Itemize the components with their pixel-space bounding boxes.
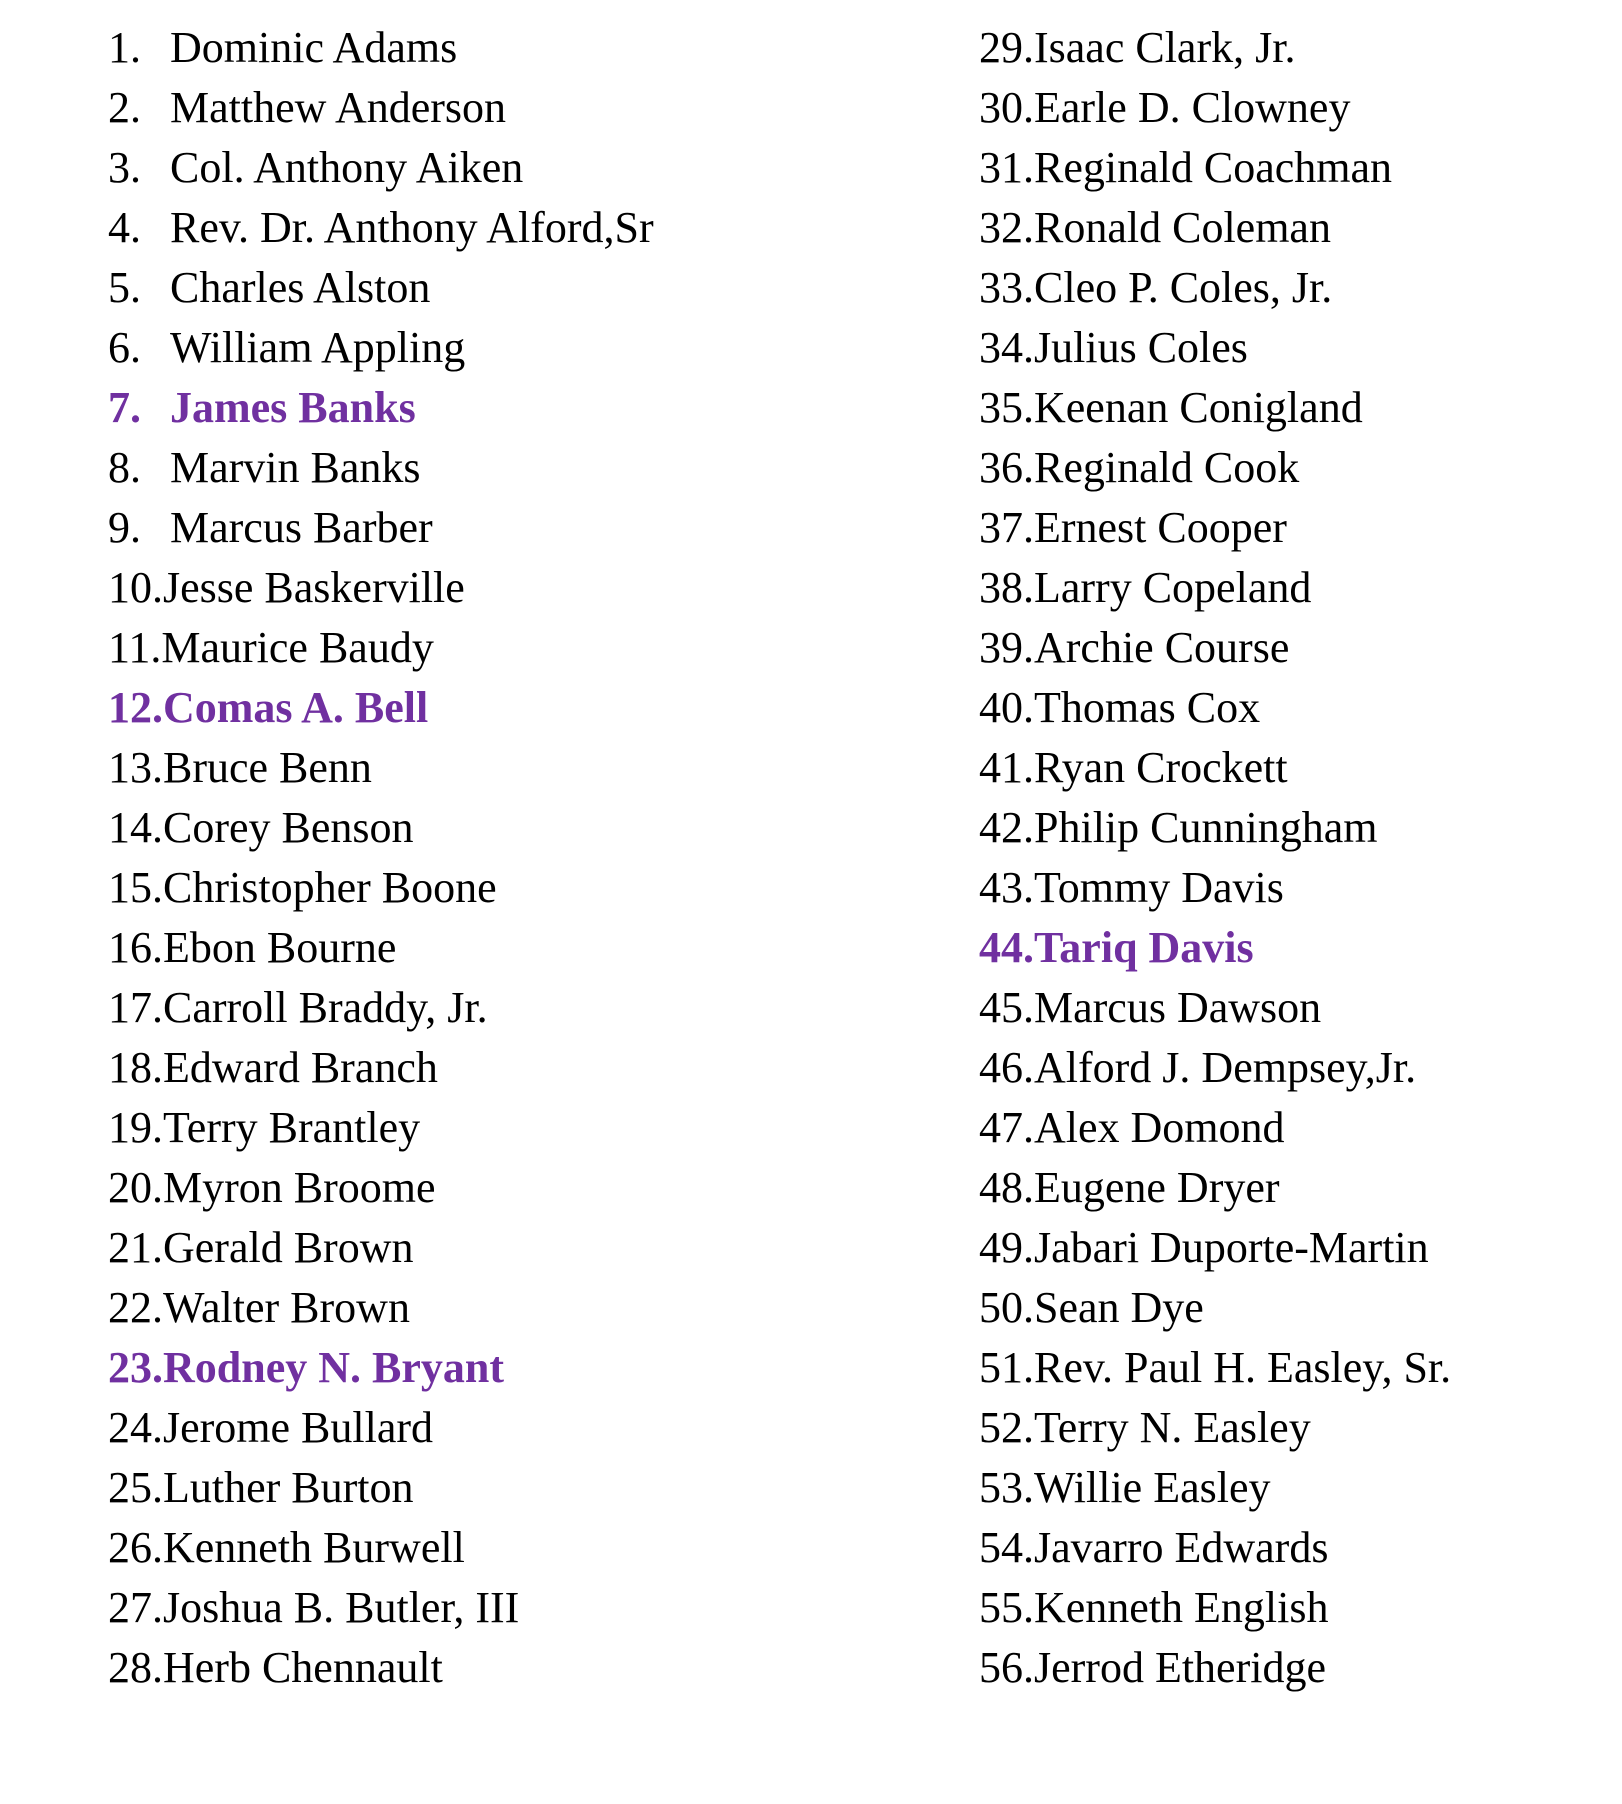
list-item	[108, 1038, 868, 1098]
list-item	[979, 798, 1599, 858]
list-item-name: Tariq Davis	[1034, 923, 1254, 972]
list-item	[108, 438, 868, 498]
list-item	[979, 1578, 1599, 1638]
list-item-number: 40.	[979, 683, 1034, 732]
list-item-number: 48.	[979, 1163, 1034, 1212]
list-item-number: 38.	[979, 563, 1034, 612]
list-item-number: 55.	[979, 1583, 1034, 1632]
list-item	[979, 78, 1599, 138]
list-item-number: 49.	[979, 1223, 1034, 1272]
list-item	[979, 258, 1599, 318]
list-item-number: 52.	[979, 1403, 1034, 1452]
list-item-name: Corey Benson	[163, 803, 414, 852]
list-item-name: Dominic Adams	[170, 23, 458, 72]
list-item-number: 31.	[979, 143, 1034, 192]
list-item-name: Isaac Clark, Jr.	[1034, 23, 1296, 72]
list-item-name: Carroll Braddy, Jr.	[163, 983, 488, 1032]
list-item	[979, 678, 1599, 738]
list-item-number: 8.	[108, 443, 141, 492]
list-item-number: 9.	[108, 503, 141, 552]
list-item-name: William Appling	[170, 323, 466, 372]
list-item-number: 41.	[979, 743, 1034, 792]
list-item-number: 29.	[979, 23, 1034, 72]
list-item	[108, 1218, 868, 1278]
list-item-number: 42.	[979, 803, 1034, 852]
list-item	[108, 1158, 868, 1218]
list-item	[979, 1638, 1599, 1698]
list-item	[979, 978, 1599, 1038]
list-item-name: Marcus Dawson	[1034, 983, 1322, 1032]
list-item-number: 10.	[108, 563, 163, 612]
list-item-name: Eugene Dryer	[1034, 1163, 1280, 1212]
list-item	[108, 78, 868, 138]
list-item	[108, 18, 868, 78]
list-item-number: 14.	[108, 803, 163, 852]
list-item-number: 39.	[979, 623, 1034, 672]
list-item-name: Comas A. Bell	[163, 683, 429, 732]
list-item-number: 6.	[108, 323, 141, 372]
list-item	[979, 438, 1599, 498]
list-item-name: Philip Cunningham	[1034, 803, 1378, 852]
list-item-name: Terry N. Easley	[1034, 1403, 1311, 1452]
list-item-name: Alex Domond	[1034, 1103, 1285, 1152]
list-item-number: 35.	[979, 383, 1034, 432]
list-item-name: Jesse Baskerville	[163, 563, 465, 612]
list-item-name: Ernest Cooper	[1034, 503, 1287, 552]
list-item-name: Maurice Baudy	[161, 623, 434, 672]
list-item-name: Jerrod Etheridge	[1034, 1643, 1326, 1692]
list-item-number: 2.	[108, 83, 141, 132]
list-item	[108, 918, 868, 978]
list-item-number: 32.	[979, 203, 1034, 252]
list-item-name: Ryan Crockett	[1034, 743, 1288, 792]
list-item-number: 20.	[108, 1163, 163, 1212]
list-item-name: Willie Easley	[1034, 1463, 1271, 1512]
list-item	[979, 1398, 1599, 1458]
list-item	[979, 1458, 1599, 1518]
list-item	[108, 738, 868, 798]
list-item-number: 37.	[979, 503, 1034, 552]
list-item-name: James Banks	[170, 383, 416, 432]
list-item-number: 47.	[979, 1103, 1034, 1152]
list-item-name: Earle D. Clowney	[1034, 83, 1351, 132]
list-item-name: Jerome Bullard	[163, 1403, 434, 1452]
list-item	[108, 198, 868, 258]
list-item-number: 51.	[979, 1343, 1034, 1392]
list-item-name: Joshua B. Butler, III	[163, 1583, 520, 1632]
list-item	[979, 378, 1599, 438]
list-item	[108, 1098, 868, 1158]
list-item-number: 12.	[108, 683, 163, 732]
list-item	[108, 1278, 868, 1338]
list-item-name: Jabari Duporte-Martin	[1034, 1223, 1429, 1272]
list-item-name: Col. Anthony Aiken	[170, 143, 524, 192]
list-item	[979, 18, 1599, 78]
list-item-name: Bruce Benn	[163, 743, 372, 792]
list-item-number: 22.	[108, 1283, 163, 1332]
list-item-name: Gerald Brown	[163, 1223, 414, 1272]
list-item-number: 19.	[108, 1103, 163, 1152]
list-item-number: 56.	[979, 1643, 1034, 1692]
list-item-name: Myron Broome	[163, 1163, 436, 1212]
list-item-number: 13.	[108, 743, 163, 792]
list-item	[979, 558, 1599, 618]
list-item	[108, 1518, 868, 1578]
list-item	[979, 318, 1599, 378]
list-item-number: 30.	[979, 83, 1034, 132]
list-item-name: Julius Coles	[1034, 323, 1248, 372]
list-item-name: Larry Copeland	[1034, 563, 1312, 612]
list-item-name: Rev. Paul H. Easley, Sr.	[1034, 1343, 1452, 1392]
list-item	[108, 1578, 868, 1638]
list-item	[108, 258, 868, 318]
list-item-number: 5.	[108, 263, 141, 312]
list-item-name: Javarro Edwards	[1034, 1523, 1329, 1572]
list-item-name: Cleo P. Coles, Jr.	[1034, 263, 1333, 312]
list-item-name: Rodney N. Bryant	[163, 1343, 505, 1392]
list-item-number: 11.	[108, 623, 162, 672]
list-item-number: 4.	[108, 203, 141, 252]
list-item-name: Sean Dye	[1034, 1283, 1204, 1332]
list-item-name: Keenan Conigland	[1034, 383, 1363, 432]
list-item-number: 1.	[108, 23, 141, 72]
list-item-number: 18.	[108, 1043, 163, 1092]
list-item	[108, 1458, 868, 1518]
list-item-number: 28.	[108, 1643, 163, 1692]
list-item	[979, 1338, 1599, 1398]
list-item	[108, 498, 868, 558]
list-item-name: Walter Brown	[163, 1283, 410, 1332]
list-item	[108, 678, 868, 738]
list-item	[108, 798, 868, 858]
list-item	[979, 1098, 1599, 1158]
list-item	[108, 978, 868, 1038]
list-item	[979, 1518, 1599, 1578]
list-item-name: Edward Branch	[163, 1043, 438, 1092]
list-item-name: Matthew Anderson	[170, 83, 507, 132]
list-item-name: Reginald Coachman	[1034, 143, 1393, 192]
list-item-number: 17.	[108, 983, 163, 1032]
list-item-number: 36.	[979, 443, 1034, 492]
list-item-number: 33.	[979, 263, 1034, 312]
list-item	[979, 1038, 1599, 1098]
list-item	[979, 138, 1599, 198]
list-item	[108, 1398, 868, 1458]
list-item-name: Marvin Banks	[170, 443, 421, 492]
list-item-number: 24.	[108, 1403, 163, 1452]
list-item-name: Herb Chennault	[163, 1643, 443, 1692]
names-list-right	[979, 18, 1599, 1698]
list-item-number: 25.	[108, 1463, 163, 1512]
list-item	[979, 1218, 1599, 1278]
list-item	[108, 1338, 868, 1398]
list-item-number: 23.	[108, 1343, 163, 1392]
list-item-number: 21.	[108, 1223, 163, 1272]
list-item	[108, 858, 868, 918]
list-item-name: Marcus Barber	[170, 503, 433, 552]
list-item-name: Kenneth English	[1034, 1583, 1329, 1632]
list-item-number: 15.	[108, 863, 163, 912]
list-item-number: 50.	[979, 1283, 1034, 1332]
list-item-name: Reginald Cook	[1034, 443, 1300, 492]
list-item	[979, 198, 1599, 258]
list-item	[979, 918, 1599, 978]
list-item-name: Tommy Davis	[1034, 863, 1284, 912]
list-item-name: Alford J. Dempsey,Jr.	[1034, 1043, 1417, 1092]
list-item-number: 44.	[979, 923, 1034, 972]
list-item	[108, 138, 868, 198]
list-item-name: Charles Alston	[170, 263, 431, 312]
list-item-number: 46.	[979, 1043, 1034, 1092]
list-item	[108, 618, 868, 678]
list-item-name: Ebon Bourne	[163, 923, 397, 972]
list-item-number: 26.	[108, 1523, 163, 1572]
list-item	[979, 498, 1599, 558]
list-item-number: 43.	[979, 863, 1034, 912]
list-item	[108, 1638, 868, 1698]
list-item-number: 34.	[979, 323, 1034, 372]
list-item	[979, 858, 1599, 918]
list-item-number: 3.	[108, 143, 141, 192]
list-item-number: 45.	[979, 983, 1034, 1032]
list-item-name: Luther Burton	[163, 1463, 414, 1512]
list-item-number: 16.	[108, 923, 163, 972]
list-item-number: 53.	[979, 1463, 1034, 1512]
list-item-number: 54.	[979, 1523, 1034, 1572]
list-item-name: Thomas Cox	[1034, 683, 1261, 732]
list-item-name: Rev. Dr. Anthony Alford,Sr	[170, 203, 654, 252]
list-item-number: 27.	[108, 1583, 163, 1632]
list-item-name: Kenneth Burwell	[163, 1523, 465, 1572]
list-item	[979, 738, 1599, 798]
list-item	[979, 1158, 1599, 1218]
list-item-name: Terry Brantley	[163, 1103, 421, 1152]
list-item-name: Ronald Coleman	[1034, 203, 1331, 252]
list-item	[108, 378, 868, 438]
list-item-name: Christopher Boone	[163, 863, 497, 912]
list-item-number: 7.	[108, 383, 141, 432]
list-item	[979, 1278, 1599, 1338]
list-item	[108, 558, 868, 618]
list-item	[108, 318, 868, 378]
list-item	[979, 618, 1599, 678]
names-list-left	[108, 18, 868, 1698]
list-item-name: Archie Course	[1034, 623, 1290, 672]
